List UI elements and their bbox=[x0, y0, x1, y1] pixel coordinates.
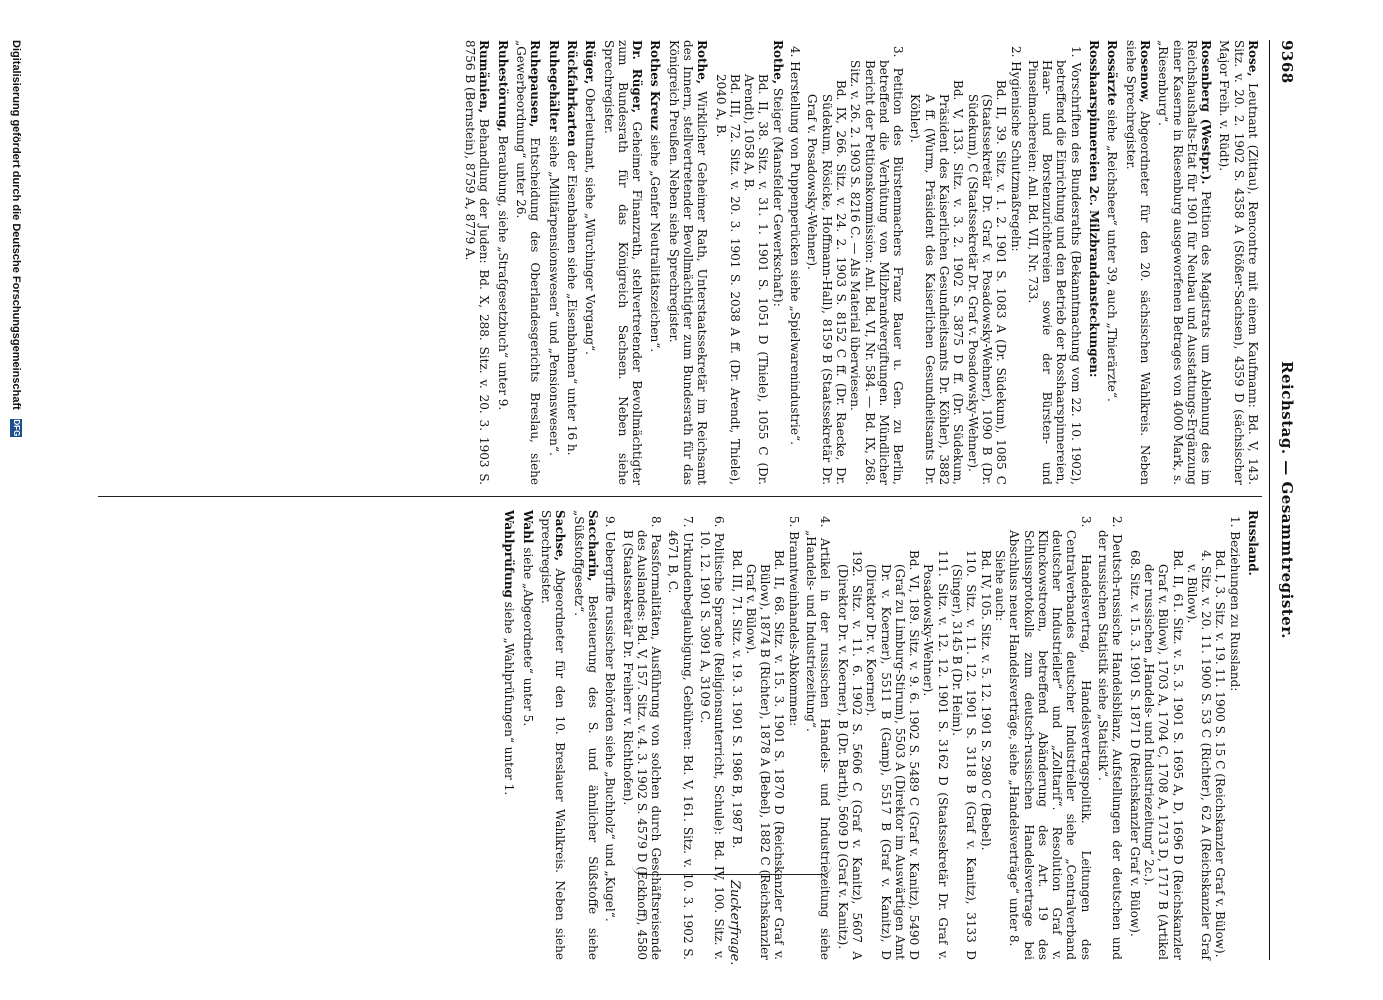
register-subentry bbox=[1026, 40, 1083, 485]
register-entry bbox=[1123, 40, 1152, 485]
entry-keyword: Dr. Rüger, bbox=[630, 40, 645, 114]
subentry-text: 9. Uebergriffe russischer Behörden siehe „Buchholz“ und „Kugel“. bbox=[603, 516, 618, 922]
entry-text: Besteuerung des S. und ähnlicher Süßstoffe siehe „Süßstoffgesetz“. bbox=[571, 510, 600, 960]
register-entry bbox=[539, 510, 568, 960]
entry-text: der Eisenbahnen siehe „Eisenbahnen“ unter 16 h. bbox=[564, 146, 579, 456]
subentry-text: 2. Deutsch-russische Handelsbilanz, Aufstellungen der deutschen und der russischen Statistik siehe „Statistik“. bbox=[1096, 516, 1125, 960]
register-entry bbox=[1217, 40, 1260, 485]
entry-keyword: Rosshaarspinnereien 2c. Milzbrandansteckungen: bbox=[1087, 40, 1102, 378]
register-subentry bbox=[788, 40, 802, 485]
register-entry bbox=[601, 40, 644, 485]
entry-reference: Bd. II, 39. Sitz. v. 1. 2. 1901 S. 1083 A (Dr. Südekum), 1085 C (Staatssekretär Dr. Graf v. Posadowsky-Wehner), 1090 B (Dr. Südekum), C (Staatssekretär Dr. Graf v. Posadowsky-Wehner). bbox=[965, 80, 1009, 485]
entry-reference: 110. Sitz. v. 11. 12. 1901 S. 3118 B (Graf v. Kanitz), 3133 D (Singer), 3145 B (Dr. Heim). bbox=[950, 550, 979, 960]
right-column bbox=[498, 510, 1260, 960]
entry-reference: Bd. VI, 189. Sitz. v. 9. 6. 1902 S. 5489 C (Graf v. Kanitz), 5490 D (Graf zu Limburg-Stirum), 5503 A (Direktor im Auswärtigen Amt Dr. v. Koerner), 5511 B (Gamp), 5517 B (Graf v. Kanitz), D (Direktor Dr. v. Koerner). bbox=[864, 550, 922, 960]
entry-text: siehe „Militärpensionswesen“ und „Pensionswesen“. bbox=[546, 131, 561, 456]
entry-text: Beraubung, siehe „Strafgesetzbuch“ unter 9. bbox=[495, 131, 510, 411]
entry-text: Behandlung der Juden: Bd. X, 288. Sitz. v. 20. 3. 1903 S. 8756 B (Bernstein), 8759 A, 8779 A. bbox=[463, 40, 492, 485]
entry-reference: 111. Sitz. v. 12. 12. 1901 S. 3162 D (Staatssekretär Dr. Graf v. Posadowsky-Wehner). bbox=[921, 550, 950, 960]
entry-keyword: Wahl bbox=[520, 510, 535, 544]
entry-reference: Bd. IX, 266. Sitz. v. 24. 2. 1903 S. 8152 C ff. (Dr. Raecke, Dr. Südekum, Rösicke, Hoffmann-Hall), 8159 B (Staatssekretär Dr. Graf v. Posadowsky-Wehner). bbox=[805, 80, 848, 485]
subentry-text: 8. Passformalitäten, Ausführung von solchen durch Geschäftsreisende des Auslandes: Bd. V, 157. Sitz. v. 4. 3. 1902 S. 4579 D (Eckhoff), 4580 B (Staatssekretär Dr. Freiherr v. Richthofen). bbox=[620, 516, 664, 960]
register-subentry bbox=[804, 510, 833, 960]
rotated-register-page bbox=[2, 0, 1302, 1000]
entry-keyword: Sachse, bbox=[553, 510, 568, 562]
subentry-text: 3. Handelsvertrag, Handelsvertragspolitik. Leitungen des Centralverbandes deutscher Industrieller siehe „Centralverband deutscher Industrieller“ und „Zolltarif“. Resolution Graf v. Klinckowstroem, betreffend Abänderung des Art. 19 des Schlussprotokolls zum deutsch-russischen Handelsvertrage bei Abschluss neuer Handelsverträge, siehe „Handelsverträge“ unter 8. bbox=[1007, 516, 1093, 960]
subentry-text: 1. Beziehungen zu Russland: bbox=[1227, 516, 1242, 692]
entry-keyword: Rossärzte bbox=[1105, 40, 1120, 106]
entry-keyword: Rumänien, bbox=[477, 40, 492, 113]
register-entry bbox=[583, 40, 597, 485]
entry-reference: Bd. V, 133. Sitz. v. 3. 2. 1902 S. 3875 D ff. (Dr. Südekum, Präsident des Kaiserlichen Gesundheitsamts Dr. Köhler), 3882 A ff. (Wurm, Präsident des Kaiserlichen Gesundheitsamts Dr. Köhler). bbox=[908, 80, 966, 485]
register-entry bbox=[463, 40, 492, 485]
entry-reference: Bd. II, 38. Sitz. v. 31. 1. 1901 S. 1051 D (Thiele), 1055 C (Dr. Arendt), 1058 A, B. bbox=[742, 74, 771, 485]
margin-note: Zuckerfrage. bbox=[727, 880, 742, 966]
register-entry bbox=[1087, 40, 1101, 485]
digitization-footer bbox=[4, 40, 22, 960]
entry-text: siehe „Reichsheer“ unter 39, auch „Thierärzte“. bbox=[1105, 105, 1120, 402]
entry-keyword: Wahlprüfung bbox=[502, 510, 517, 598]
entry-keyword: Rosenberg (Westpr.). bbox=[1199, 40, 1214, 185]
register-entry bbox=[648, 40, 662, 485]
entry-reference: Bd. IV, 105. Sitz. v. 5. 12. 1901 S. 2980 C (Bebel). bbox=[978, 550, 993, 851]
entry-reference: Bd. III, 72. Sitz. v. 20. 3. 1901 S. 2038 A ff. (Dr. Arendt, Thiele), 2040 A, B. bbox=[713, 74, 742, 485]
page-title: Reichstag. — Gesammtregister. bbox=[1278, 361, 1296, 639]
column-divider bbox=[98, 496, 1262, 497]
register-entry bbox=[502, 510, 516, 960]
entry-text: siehe „Genfer Neutralitätszeichen“. bbox=[648, 130, 663, 353]
entry-keyword: Ruhestörung, bbox=[495, 40, 510, 132]
entry-reference: Siehe auch: bbox=[992, 550, 1007, 622]
entry-keyword: Rüger, bbox=[583, 40, 598, 85]
register-subentry bbox=[908, 40, 1022, 485]
entry-keyword: Rose, bbox=[1246, 40, 1260, 77]
entry-text: Leutnant (Zittau), Rencontre mit einem Kaufmann: Bd. V, 143. Sitz. v. 20. 2. 1902 S. 4358 A (Stößer-Sachsen), 4359 D (sächsischer Major Freih. v. Rüdt). bbox=[1217, 40, 1260, 485]
register-subentry bbox=[698, 510, 727, 960]
subentry-text: 3. Petition des Bürstenmachers Franz Bauer u. Gen. zu Berlin, betreffend die Verhütung von Milzbrandvergiftungen. Mündlicher Bericht der Petitionskommission: Anl. Bd. VI, Nr. 584. — Bd. IX, 268. Sitz. v. 26. 2. 1903 S. 8216 C. — Als Material überwiesen. bbox=[848, 46, 906, 485]
register-entry bbox=[1105, 40, 1119, 485]
entry-keyword: Saccharin, bbox=[585, 510, 600, 582]
header-rule bbox=[1269, 40, 1270, 960]
subentry-text: 6. Politische Sprache (Religionsunterricht, Schule): Bd. IV, 100. Sitz. v. 10. 12. 1901 S. 3091 A, 3109 C. bbox=[698, 516, 727, 960]
brace-mark bbox=[632, 862, 832, 875]
register-entry bbox=[495, 40, 509, 485]
entry-keyword: Rothes Kreuz bbox=[648, 40, 663, 131]
entry-keyword: Rückfahrkarten bbox=[564, 40, 579, 147]
entry-text: Petition des Magistrats um Ablehnung des im Reichshaushalts-Etat für 1901 für Neubau und Ausstattungs-Ergänzung einer Kaserne in Riesenburg ausgeworfenen Betrages von 4000 Mark, s. „Riesenburg“. bbox=[1156, 40, 1214, 486]
register-entry bbox=[514, 40, 543, 485]
entry-text: Abgeordneter für den 20. sächsischen Wahlkreis. Neben siehe Sprechregister. bbox=[1123, 40, 1152, 485]
page-number: 9368 bbox=[1278, 40, 1296, 84]
register-entry bbox=[1246, 510, 1260, 960]
page-header bbox=[1270, 40, 1296, 960]
register-entry bbox=[666, 40, 709, 485]
entry-keyword: Rothe, bbox=[770, 40, 785, 85]
register-entry bbox=[713, 40, 784, 485]
entry-text: siehe „Abgeordnete“ unter 5. bbox=[520, 543, 535, 727]
entry-keyword: Rothe, bbox=[695, 40, 710, 85]
entry-text: Steiger (Mansfelder Gewerkschaft): bbox=[770, 84, 785, 307]
subentry-text: 5. Branntweinhandels-Abkommen: bbox=[786, 516, 801, 727]
subentry-text: 2. Hygienische Schutzmaßregeln: bbox=[1008, 46, 1023, 252]
entry-reference: Bd. II, 61. Sitz. v. 5. 3. 1901 S. 1695 A, D, 1696 D (Reichskanzler Graf v. Bülow), 1703 A, 1704 C, 1708 A, 1713 D, 1717 B (Artikel der russischen „Handels- und Industriezeitung“ 2c.). bbox=[1141, 550, 1185, 960]
entry-keyword: Rosenow, bbox=[1137, 40, 1152, 103]
entry-text: Wirklicher Geheimer Rath, Unterstaatssekretär im Reichsamt des Innern, stellvertretender Bevollmächtigter zum Bundesrath für das Königreich Preußen. Neben siehe Sprechregister. bbox=[666, 40, 710, 485]
register-subentry bbox=[620, 510, 663, 960]
subentry-text: 7. Urkundenbeglaubigung, Gebühren: Bd. V, 161. Sitz. v. 10. 3. 1902 S. 4671 B, C. bbox=[666, 516, 695, 960]
entry-reference: Bd. II, 68. Sitz. v. 15. 3. 1901 S. 1870 D (Reichskanzler Graf v. Bülow), 1874 B (Richter), 1878 A (Bebel), 1882 C (Reichskanzler Graf v. Bülow). bbox=[743, 550, 787, 960]
footer-text: Digitalisierung gefördert durch die Deutsche Forschungsgemeinschaft bbox=[10, 40, 22, 410]
entry-text: siehe „Wahlprüfungen“ unter 1. bbox=[502, 597, 517, 796]
entry-text: Geheimer Finanzrath, stellvertretender Bevollmächtigter zum Bundesrath für das Königreich Sachsen. Neben siehe Sprechregister. bbox=[601, 40, 645, 485]
entry-keyword: Ruhepausen, bbox=[528, 40, 543, 128]
entry-keyword: Russland. bbox=[1246, 510, 1260, 576]
entry-keyword: Ruhegehälter bbox=[546, 40, 561, 132]
subentry-text: 4. Artikel in der russischen Handels- und Industriezeitung siehe „Handels- und Industriezeitung“. bbox=[804, 516, 833, 960]
register-subentry bbox=[603, 510, 617, 960]
entry-text: Abgeordneter für den 10. Breslauer Wahlkreis. Neben siehe Sprechregister. bbox=[539, 510, 568, 960]
subentry-text: 1. Vorschriften des Bundesraths (Bekanntmachung vom 22. 10. 1902), betreffend die Einrichtung und den Betrieb der Rosshaarspinnereien, Haar- und Borstenzurichtereien sowie der Bürsten- und Pinselmachereien: Anl. Bd. VII, Nr. 733. bbox=[1025, 46, 1083, 485]
register-entry bbox=[565, 40, 579, 485]
register-subentry bbox=[805, 40, 905, 485]
entry-reference: 4. Sitz. v. 20. 11. 1900 S. 53 C (Richter), 62 A (Reichskanzler Graf v. Bülow). bbox=[1184, 550, 1214, 960]
entry-reference: 68. Sitz. v. 15. 3. 1901 S. 1871 D (Reichskanzler Graf v. Bülow). bbox=[1127, 550, 1142, 937]
register-subentry bbox=[1127, 510, 1241, 960]
entry-reference: 192. Sitz. v. 11. 6. 1902 S. 5606 C (Graf v. Kanitz), 5607 A (Direktor Dr. v. Koerner), B (Dr. Barth), 5609 D (Graf v. Kanitz). bbox=[835, 550, 864, 960]
entry-text: Oberleutnant, siehe „Würchinger Vorgang“. bbox=[583, 84, 598, 355]
register-entry bbox=[571, 510, 600, 960]
entry-text: Entscheidung des Oberlandesgerichts Breslau, siehe „Gewerbeordnung“ unter 26. bbox=[514, 40, 543, 485]
register-subentry bbox=[835, 510, 1092, 960]
register-entry bbox=[520, 510, 534, 960]
subentry-text: 4. Herstellung von Puppenperücken siehe „Spielwarenindustrie“. bbox=[788, 46, 803, 445]
register-entry bbox=[1156, 40, 1213, 485]
left-column bbox=[459, 40, 1260, 485]
register-subentry bbox=[666, 510, 695, 960]
register-entry bbox=[546, 40, 560, 485]
register-subentry bbox=[1096, 510, 1125, 960]
entry-reference: Bd. I, 3. Sitz. v. 19. 11. 1900 S. 15 C (Reichskanzler Graf v. Bülow). bbox=[1213, 550, 1228, 958]
dfg-logo-icon: DFG bbox=[11, 419, 21, 437]
entry-reference: Bd. III, 71. Sitz. v. 19. 3. 1901 S. 1986 B, 1987 B. bbox=[729, 550, 744, 849]
